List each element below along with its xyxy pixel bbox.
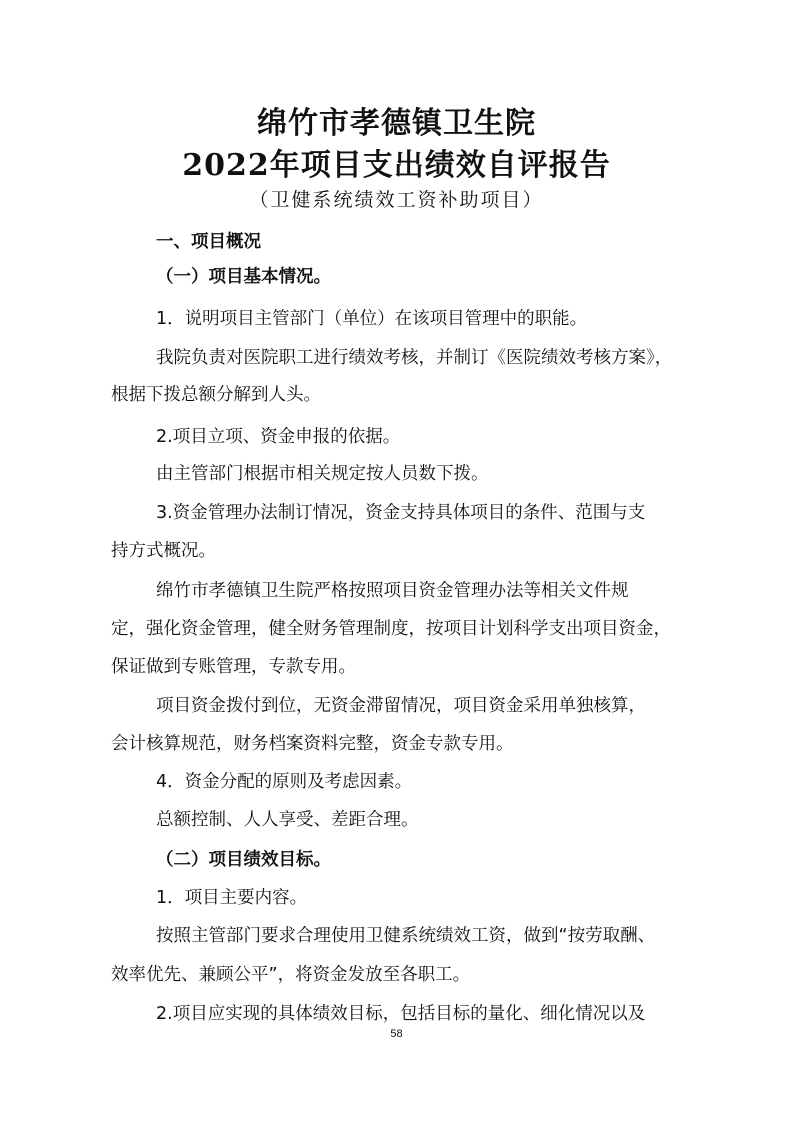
report-title-line1: 绵竹市孝德镇卫生院 <box>257 106 536 141</box>
paragraph-line: 持方式概况。 <box>111 541 216 561</box>
paragraph-line: 按照主管部门要求合理使用卫健系统绩效工资，做到“按劳取酬、 <box>156 926 656 946</box>
report-subtitle: （卫健系统绩效工资补助项目） <box>249 189 544 211</box>
paragraph-line: 会计核算规范，财务档案资料完整，资金专款专用。 <box>111 734 514 754</box>
paragraph-line: 定，强化资金管理，健全财务管理制度，按项目计划科学支出项目资金， <box>111 619 671 639</box>
paragraph-line: 根据下拨总额分解到人头。 <box>111 385 321 405</box>
item-heading: 1．说明项目主管部门（单位）在该项目管理中的职能。 <box>156 309 588 329</box>
item-heading: 2.项目立项、资金申报的依据。 <box>156 427 401 447</box>
item-heading: 2.项目应实现的具体绩效目标，包括目标的量化、细化情况以及 <box>156 1004 646 1024</box>
subsection-heading-2: （二）项目绩效目标。 <box>156 850 331 870</box>
item-heading: 3.资金管理办法制订情况，资金支持具体项目的条件、范围与支 <box>156 503 646 523</box>
paragraph-line: 总额控制、人人享受、差距合理。 <box>156 810 419 830</box>
paragraph-line: 保证做到专账管理，专款专用。 <box>111 657 356 677</box>
paragraph-line: 项目资金拨付到位，无资金滞留情况，项目资金采用单独核算， <box>156 696 646 716</box>
section-heading-1: 一、项目概况 <box>156 232 261 252</box>
subsection-heading-1: （一）项目基本情况。 <box>156 267 331 287</box>
paragraph-line: 我院负责对医院职工进行绩效考核，并制订《医院绩效考核方案》， <box>156 348 673 368</box>
item-heading: 1．项目主要内容。 <box>156 888 308 908</box>
paragraph-line: 效率优先、兼顾公平”，将资金发放至各职工。 <box>111 965 471 985</box>
paragraph-line: 绵竹市孝德镇卫生院严格按照项目资金管理办法等相关文件规 <box>156 581 629 601</box>
item-heading: 4．资金分配的原则及考虑因素。 <box>156 772 413 792</box>
page-number: 58 <box>390 1028 403 1040</box>
paragraph-line: 由主管部门根据市相关规定按人员数下拨。 <box>156 464 489 484</box>
report-title-line2: 2022年项目支出绩效自评报告 <box>182 148 611 183</box>
